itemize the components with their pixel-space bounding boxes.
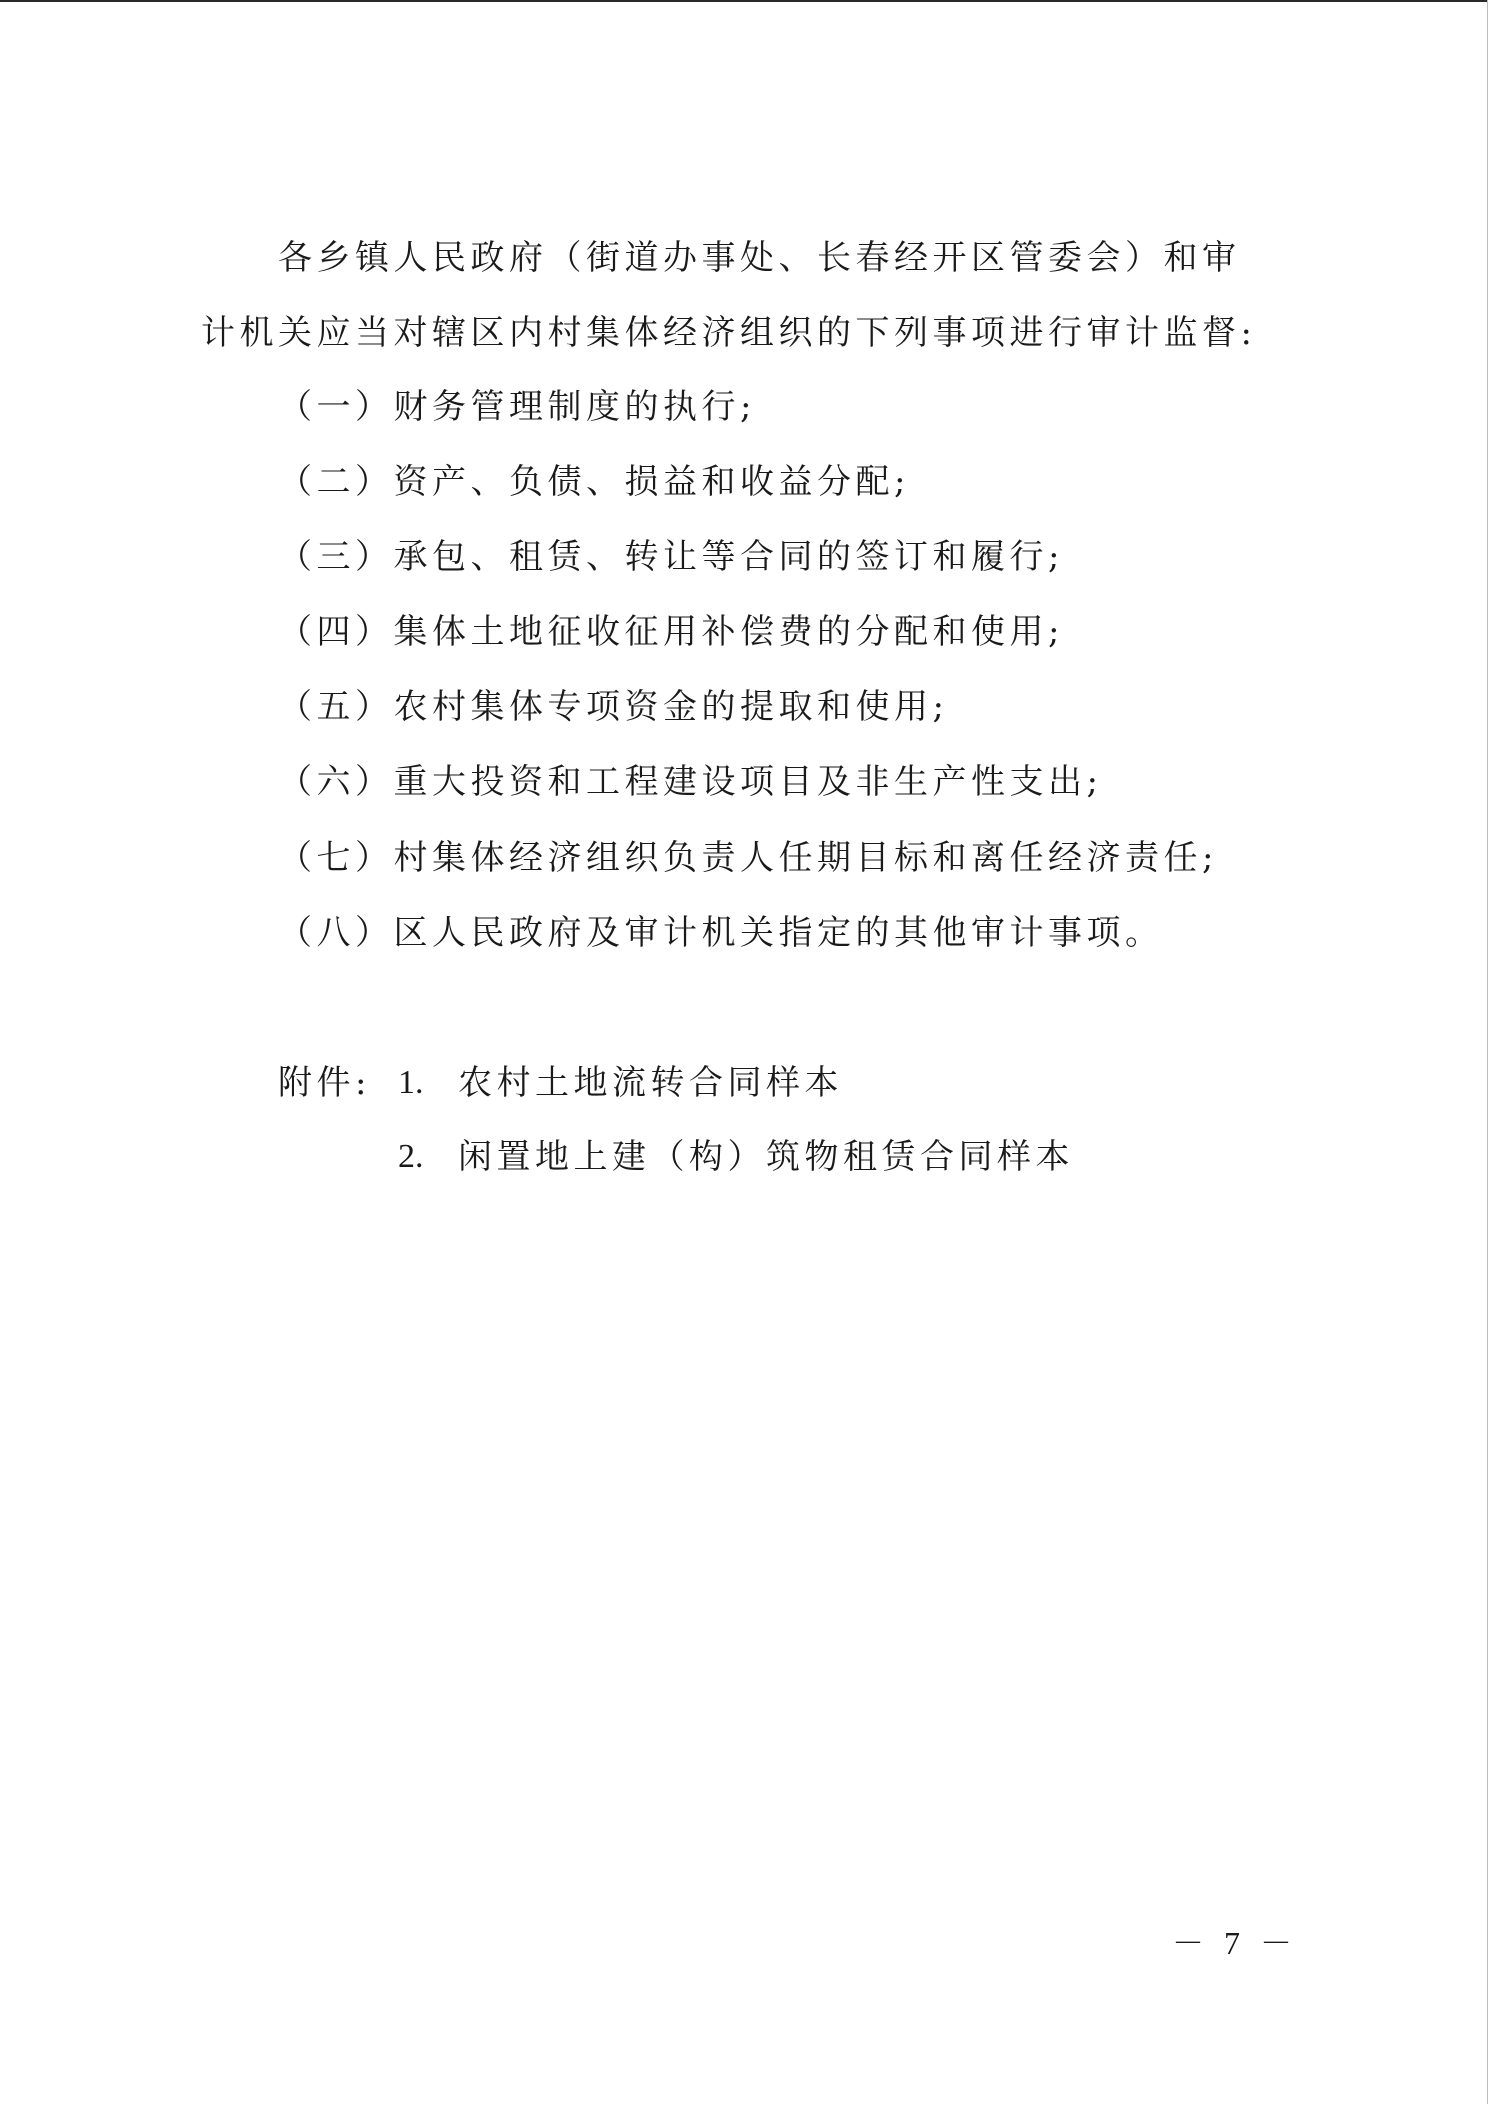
list-item: （八）区人民政府及审计机关指定的其他审计事项。 — [278, 913, 1164, 953]
page-number: － 7 － — [1172, 1925, 1299, 1961]
list-item: （五）农村集体专项资金的提取和使用; — [278, 687, 949, 727]
list-item: （一）财务管理制度的执行; — [278, 387, 756, 427]
list-item: （二）资产、负债、损益和收益分配; — [278, 462, 910, 502]
attachment-number: 2. — [398, 1138, 424, 1175]
paragraph-line: 各乡镇人民政府（街道办事处、长春经开区管委会）和审 — [278, 238, 1241, 278]
paragraph-line: 计机关应当对辖区内村集体经济组织的下列事项进行审计监督: — [201, 313, 1257, 353]
list-item: （七）村集体经济组织负责人任期目标和离任经济责任; — [278, 838, 1218, 878]
list-item: （六）重大投资和工程建设项目及非生产性支出; — [278, 762, 1103, 802]
list-item: （四）集体土地征收征用补偿费的分配和使用; — [278, 612, 1064, 652]
attachment-title: 农村土地流转合同样本 — [458, 1063, 843, 1103]
page-top-edge — [0, 0, 1488, 2]
attachment-number: 1. — [398, 1064, 424, 1101]
attachment-title: 闲置地上建（构）筑物租赁合同样本 — [458, 1137, 1074, 1177]
attachments-label: 附件: — [278, 1063, 371, 1103]
list-item: （三）承包、租赁、转让等合同的签订和履行; — [278, 537, 1064, 577]
